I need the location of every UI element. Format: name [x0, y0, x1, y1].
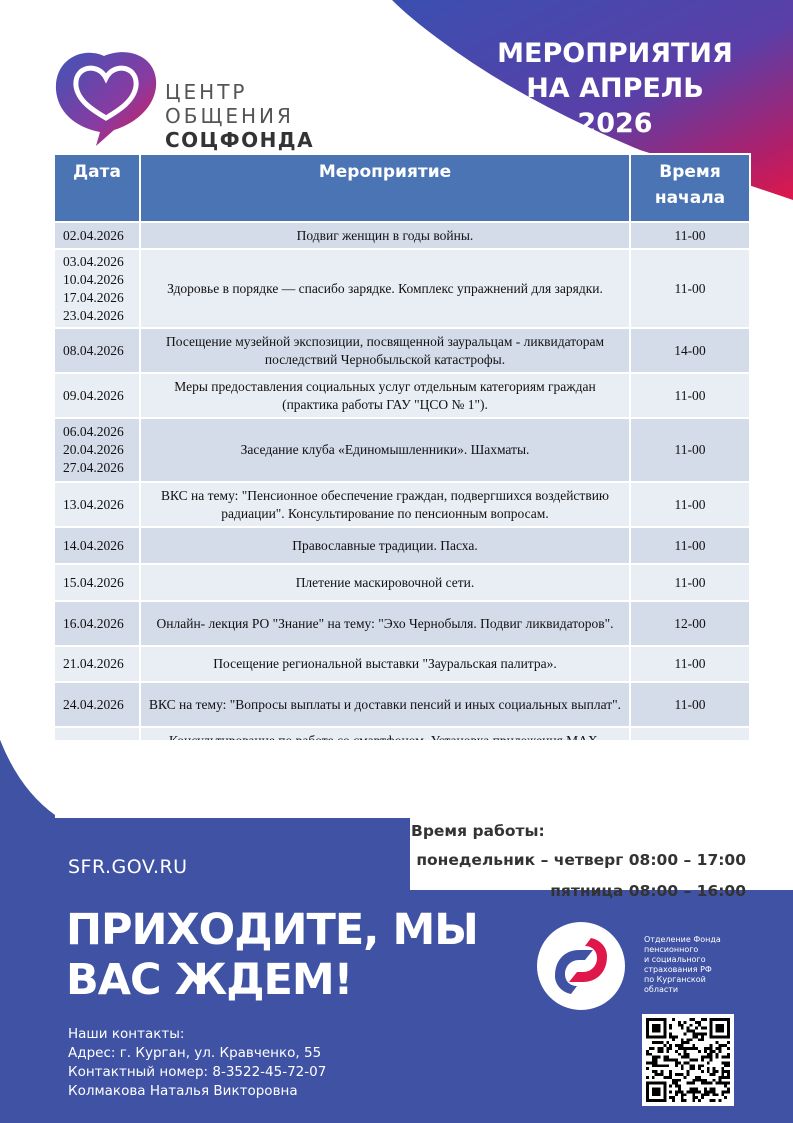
date-cell: [54, 482, 140, 527]
contacts-phone: Контактный номер: 8-3522-45-72-07: [68, 1064, 327, 1080]
time-cell: 12-00: [630, 601, 750, 646]
table-row: [54, 418, 750, 482]
event-cell: Меры предоставления социальных услуг отдельным категориям граждан (практика работы ГАУ "ЦСО № 1").: [140, 373, 630, 418]
work-hours-weekdays: понедельник – четверг 08:00 – 17:00: [416, 851, 746, 869]
event-cell: Здоровье в порядке — спасибо зарядке. Комплекс упражнений для зарядки.: [140, 249, 630, 328]
title-line: 2026: [577, 108, 653, 139]
time-cell: 11-00: [630, 222, 750, 249]
date-value: 03.04.2026: [63, 253, 124, 269]
event-cell: Подвиг женщин в годы войны.: [140, 222, 630, 249]
date-value: 15.04.2026: [63, 574, 124, 590]
title-line: МЕРОПРИЯТИЯ: [497, 38, 733, 69]
sfr-caption-line: Отделение Фонда: [644, 935, 721, 944]
date-value: 24.04.2026: [63, 696, 124, 712]
work-hours-title: Время работы:: [411, 822, 545, 840]
date-cell: [54, 682, 140, 727]
page-title: [470, 36, 760, 141]
date-cell: [54, 222, 140, 249]
event-cell: Посещение музейной экспозиции, посвященной зауральцам - ликвидаторам последствий Чернобыльской катастрофы.: [140, 328, 630, 373]
table-row: [54, 564, 750, 601]
sfr-caption-line: по Курганской: [644, 975, 706, 984]
event-cell: Православные традиции. Пасха.: [140, 527, 630, 564]
time-cell: 11-00: [630, 249, 750, 328]
slogan-line: ПРИХОДИТЕ, МЫ: [66, 905, 478, 955]
date-cell: [54, 418, 140, 482]
event-cell: Плетение маскировочной сети.: [140, 564, 630, 601]
work-hours-friday: пятница 08:00 – 16:00: [550, 882, 746, 900]
table-row: [54, 527, 750, 564]
event-cell: Заседание клуба «Единомышленники». Шахматы.: [140, 418, 630, 482]
logo-line: ОБЩЕНИЯ: [165, 104, 294, 128]
contacts-address: Адрес: г. Курган, ул. Кравченко, 55: [68, 1045, 322, 1061]
date-value: 20.04.2026: [63, 442, 124, 457]
date-value: 13.04.2026: [63, 496, 124, 512]
table-row: [54, 482, 750, 527]
date-value: 09.04.2026: [63, 387, 124, 403]
table-row: [54, 601, 750, 646]
time-cell: 11-00: [630, 482, 750, 527]
logo-line: СОЦФОНДА: [165, 128, 315, 152]
date-value: 17.04.2026: [63, 289, 124, 305]
site-url: SFR.GOV.RU: [68, 856, 188, 878]
column-header-time: Время начала: [630, 154, 750, 222]
sfr-caption-line: и социального: [644, 955, 706, 964]
sfr-caption-line: области: [644, 985, 679, 994]
column-header-event: Мероприятие: [140, 154, 630, 222]
time-cell: 11-00: [630, 564, 750, 601]
title-line: НА АПРЕЛЬ: [526, 73, 704, 104]
contacts: [68, 1025, 326, 1101]
date-cell: [54, 564, 140, 601]
qr-code[interactable]: [642, 1014, 734, 1106]
sfr-logo-icon: [535, 920, 627, 1012]
sfr-caption-line: пенсионного: [644, 945, 699, 954]
column-header-date: Дата: [54, 154, 140, 222]
date-value: 16.04.2026: [63, 615, 124, 631]
time-cell: 11-00: [630, 646, 750, 682]
table-row: [54, 646, 750, 682]
time-cell: 11-00: [630, 527, 750, 564]
time-cell: 14-00: [630, 328, 750, 373]
date-cell: [54, 373, 140, 418]
slogan: [66, 905, 478, 1005]
event-cell: Посещение региональной выставки "Зауральская палитра».: [140, 646, 630, 682]
date-value: 02.04.2026: [63, 227, 124, 243]
date-value: 08.04.2026: [63, 342, 124, 358]
date-value: 10.04.2026: [63, 271, 124, 287]
table-row: [54, 373, 750, 418]
table-row: [54, 249, 750, 328]
heart-logo-icon: [52, 48, 162, 148]
date-cell: [54, 601, 140, 646]
events-table: [53, 153, 751, 818]
logo-line: ЦЕНТР: [165, 80, 248, 104]
time-cell: 11-00: [630, 418, 750, 482]
time-cell: 11-00: [630, 682, 750, 727]
table-body: [54, 222, 750, 817]
event-cell: Онлайн- лекция РО "Знание" на тему: "Эхо Чернобыля. Подвиг ликвидаторов".: [140, 601, 630, 646]
event-cell: ВКС на тему: "Пенсионное обеспечение граждан, подвергшихся воздействию радиации". Консультирование по пенсионным вопросам.: [140, 482, 630, 527]
date-value: 21.04.2026: [63, 656, 124, 671]
event-cell: ВКС на тему: "Вопросы выплаты и доставки пенсий и иных социальных выплат".: [140, 682, 630, 727]
table-row: [54, 222, 750, 249]
contacts-person: Колмакова Наталья Викторовна: [68, 1083, 298, 1099]
logo-text: [165, 80, 314, 152]
date-value: 14.04.2026: [63, 537, 124, 553]
sfr-caption-line: страхования РФ: [644, 965, 712, 974]
sfr-caption: [644, 935, 764, 995]
date-value: 27.04.2026: [63, 460, 124, 475]
table-row: [54, 682, 750, 727]
contacts-title: Наши контакты:: [68, 1026, 185, 1042]
date-cell: [54, 527, 140, 564]
date-cell: [54, 249, 140, 328]
date-cell: [54, 328, 140, 373]
qr-code-icon: [646, 1018, 730, 1102]
date-value: 06.04.2026: [63, 424, 124, 439]
date-cell: [54, 646, 140, 682]
table-row: [54, 328, 750, 373]
date-value: 23.04.2026: [63, 307, 124, 323]
time-cell: 11-00: [630, 373, 750, 418]
slogan-line: ВАС ЖДЕМ!: [66, 955, 353, 1005]
